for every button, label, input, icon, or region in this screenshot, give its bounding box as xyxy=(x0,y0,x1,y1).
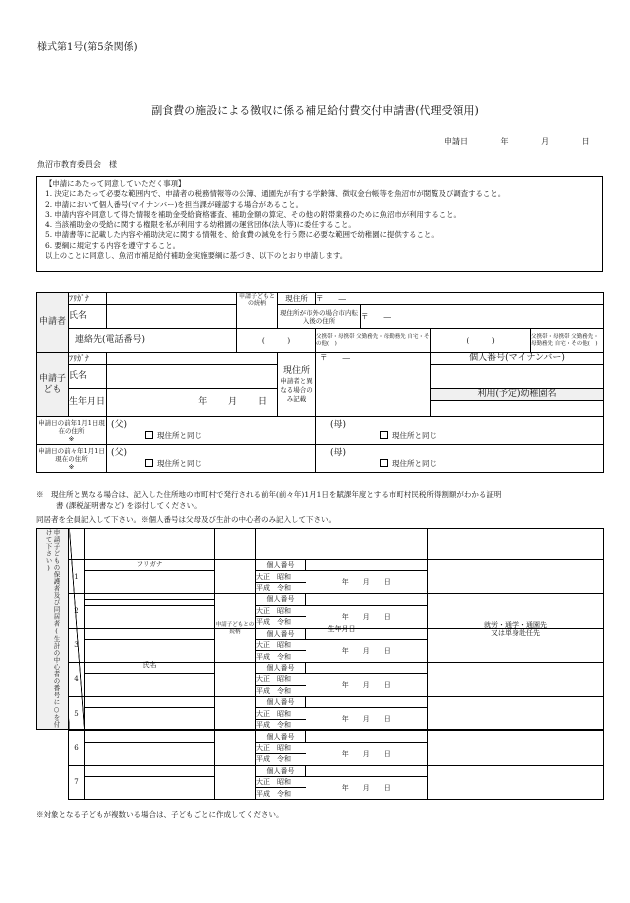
member-mynumber-label: 個人番号 xyxy=(256,697,306,708)
member-mynumber-label: 個人番号 xyxy=(256,662,306,673)
birth-day: 日 xyxy=(257,397,267,407)
member-relation-field[interactable] xyxy=(215,697,256,731)
prev2-father-field[interactable] xyxy=(107,445,316,473)
contact-kind-1[interactable]: 父携帯・母携帯 父勤務先・母勤務先 自宅・その他( ) xyxy=(316,329,431,353)
member-era-top[interactable]: 大正 昭和 xyxy=(256,777,306,788)
child-birth-field[interactable] xyxy=(107,389,278,417)
relation-header: 申請子どもとの続柄 xyxy=(215,529,256,730)
date-label: 申請日 xyxy=(444,137,468,146)
member-era-bottom[interactable]: 平成 令和 xyxy=(256,617,306,628)
notice-item: 4. 当該補助金の受給に関する権限を私が利用する幼稚園の運営団体(法人等)に委任すること。 xyxy=(45,220,356,230)
applicant-furigana-label: ﾌﾘｶﾞﾅ xyxy=(69,293,107,305)
child-address-label xyxy=(278,353,316,417)
child-name-field[interactable] xyxy=(107,365,278,389)
child-furigana-label: ﾌﾘｶﾞﾅ xyxy=(69,353,107,365)
member-mynumber-field[interactable] xyxy=(306,628,428,639)
moved-in-label: 現住所が市外の場合市内転入後の住所 xyxy=(278,305,361,329)
member-name-field[interactable] xyxy=(85,742,215,765)
member-birth-ymd[interactable]: 年 月 日 xyxy=(306,571,428,594)
member-name-field[interactable] xyxy=(85,708,215,731)
recipient: 魚沼市教育委員会 様 xyxy=(37,160,117,169)
notice-item: 1. 決定にあたって必要な範囲内で、申請者の税務情報等の公簿、通園先が有する学齢簿、徴収金台帳等を魚沼市が閲覧及び調査すること。 xyxy=(45,189,506,199)
member-name-field[interactable] xyxy=(85,605,215,628)
notice-heading: 【申請にあたって同意していただく事項】 xyxy=(45,179,186,188)
member-mynumber-label: 個人番号 xyxy=(256,560,306,571)
child-address-field[interactable]: 〒 ― xyxy=(316,353,431,417)
contact-label: 連絡先(電話番号) xyxy=(69,329,237,353)
phone1-field[interactable]: ( ) xyxy=(237,329,316,353)
household-row-number[interactable]: 1 xyxy=(69,560,85,594)
member-birth-ymd[interactable]: 年 月 日 xyxy=(306,777,428,800)
member-work-field[interactable] xyxy=(428,662,604,696)
relation-label: 申請子どもとの続柄 xyxy=(237,293,278,329)
contact-kind-2[interactable]: 父携帯・母携帯 父勤務先・母勤務先 自宅・その他( ) xyxy=(531,329,604,353)
father-label: (父) xyxy=(111,448,128,458)
member-name-field[interactable] xyxy=(85,777,215,800)
same-label: 現住所と同じ xyxy=(157,459,202,468)
birth-month: 月 xyxy=(228,397,238,407)
prev2-mother-field[interactable] xyxy=(316,445,604,473)
kindergarten-label: 利用(予定)幼稚園名 xyxy=(431,389,603,401)
prev-father-field[interactable] xyxy=(107,417,316,445)
household-side-label: 申請子どもの保護者及び同居者(生計の中心者の番号に○を付けて下さい) xyxy=(44,529,61,728)
member-name-field[interactable] xyxy=(85,571,215,594)
father-label: (父) xyxy=(111,420,128,430)
household-row-number[interactable]: 5 xyxy=(69,697,85,731)
mother-label: (母) xyxy=(330,420,347,430)
notice-item: 5. 申請書等に記載した内容や補助決定に関する情報を、給食費の減免を行う際に必要な範囲で幼稚園に提供すること。 xyxy=(45,230,439,240)
child-address-note: 申請者と異なる場合のみ記載 xyxy=(280,376,313,403)
member-furigana-field[interactable] xyxy=(85,662,215,673)
mother-label: (母) xyxy=(330,448,347,458)
member-relation-field[interactable] xyxy=(215,594,256,628)
notice-item: 3. 申請内容や同意して得た情報を補助金受給資格審査、補助金額の算定、その他の附帯業務のために魚沼市が利用すること。 xyxy=(45,209,461,219)
member-mynumber-field[interactable] xyxy=(306,697,428,708)
address-label: 現住所 xyxy=(278,293,316,305)
member-work-field[interactable] xyxy=(428,560,604,594)
member-era-top[interactable]: 大正 昭和 xyxy=(256,639,306,650)
member-mynumber-label: 個人番号 xyxy=(256,628,306,639)
member-name-field[interactable] xyxy=(85,674,215,697)
prev2-address-label xyxy=(37,445,107,473)
member-work-field[interactable] xyxy=(428,765,604,799)
household-row-number[interactable]: 3 xyxy=(69,628,85,662)
applicant-name-label: 氏名 xyxy=(69,305,107,329)
prev-address-mark: ※ xyxy=(68,434,75,443)
member-furigana-field[interactable] xyxy=(85,560,215,571)
prev2-address-mark: ※ xyxy=(68,462,75,471)
child-birth-label: 生年月日 xyxy=(69,389,107,417)
same-checkbox-father[interactable] xyxy=(145,431,202,440)
address-footnote xyxy=(36,489,501,511)
date-day: 日 xyxy=(581,137,590,146)
member-era-bottom[interactable]: 平成 令和 xyxy=(256,788,306,799)
member-era-top[interactable]: 大正 昭和 xyxy=(256,571,306,582)
same-label: 現住所と同じ xyxy=(392,459,437,468)
prev-address-text: 申請日の前年1月1日現在の住所 xyxy=(38,418,105,435)
member-era-bottom[interactable]: 平成 令和 xyxy=(256,754,306,765)
mynumber-field[interactable] xyxy=(431,365,604,389)
member-mynumber-field[interactable] xyxy=(306,731,428,742)
address-field[interactable]: 〒 ― xyxy=(316,293,604,305)
applicant-section: 申請者 xyxy=(37,293,69,353)
household-row-number[interactable]: 6 xyxy=(69,731,85,765)
member-era-bottom[interactable]: 平成 令和 xyxy=(256,651,306,662)
member-furigana-field[interactable] xyxy=(85,731,215,742)
member-era-top[interactable]: 大正 昭和 xyxy=(256,708,306,719)
kindergarten-cell[interactable] xyxy=(431,389,604,417)
member-mynumber-field[interactable] xyxy=(306,560,428,571)
member-birth-ymd[interactable]: 年 月 日 xyxy=(306,674,428,697)
member-mynumber-label: 個人番号 xyxy=(256,731,306,742)
application-date xyxy=(444,137,604,147)
household-row-number[interactable]: 4 xyxy=(69,662,85,696)
member-mynumber-label: 個人番号 xyxy=(256,594,306,605)
applicant-name-field[interactable] xyxy=(107,305,237,329)
mynumber-label: 個人番号(マイナンバー) xyxy=(431,353,604,365)
same-label: 現住所と同じ xyxy=(392,431,437,440)
member-mynumber-field[interactable] xyxy=(306,765,428,776)
child-address-title: 現住所 xyxy=(282,365,310,376)
member-work-field[interactable] xyxy=(428,628,604,662)
household-note: 同居者を全員記入して下さい。※個人番号は父母及び生計の中心者のみ記入して下さい。 xyxy=(36,515,336,524)
member-name-field[interactable] xyxy=(85,639,215,662)
birth-header: 生年月日 xyxy=(256,529,428,730)
member-relation-field[interactable] xyxy=(215,628,256,662)
member-era-top[interactable]: 大正 昭和 xyxy=(256,605,306,616)
member-furigana-field[interactable] xyxy=(85,697,215,708)
applicant-table xyxy=(36,292,604,473)
same-checkbox-mother[interactable] xyxy=(380,459,437,468)
notice-item: 2. 申請において個人番号(マイナンバー)を担当課が確認する場合があること。 xyxy=(45,199,304,209)
prev-mother-field[interactable] xyxy=(316,417,604,445)
member-mynumber-field[interactable] xyxy=(306,594,428,605)
date-month: 月 xyxy=(541,137,550,146)
same-checkbox-mother[interactable] xyxy=(380,431,437,440)
consent-notice xyxy=(36,176,603,272)
form-title: 副食費の施設による徴収に係る補足給付費交付申請書(代理受領用) xyxy=(151,104,479,117)
member-era-bottom[interactable]: 平成 令和 xyxy=(256,685,306,696)
member-birth-ymd[interactable]: 年 月 日 xyxy=(306,639,428,662)
prev2-address-text: 申請日の前々年1月1日現在の住所 xyxy=(38,446,105,463)
member-furigana-field[interactable] xyxy=(85,765,215,776)
member-work-field[interactable] xyxy=(428,594,604,628)
phone2-field[interactable]: ( ) xyxy=(431,329,531,353)
work-header-line2: 又は単身赴任先 xyxy=(491,629,540,637)
household-row-number[interactable]: 7 xyxy=(69,765,85,799)
member-era-top[interactable]: 大正 昭和 xyxy=(256,674,306,685)
notice-item: 6. 要綱に規定する内容を遵守すること。 xyxy=(45,240,181,250)
child-section: 申請子ども xyxy=(37,353,69,417)
member-birth-ymd[interactable]: 年 月 日 xyxy=(306,605,428,628)
same-checkbox-father[interactable] xyxy=(145,459,202,468)
member-relation-field[interactable] xyxy=(215,765,256,799)
member-work-field[interactable] xyxy=(428,731,604,765)
member-era-bottom[interactable]: 平成 令和 xyxy=(256,719,306,730)
applicant-furigana-field[interactable] xyxy=(107,293,237,305)
birth-year: 年 xyxy=(198,397,208,407)
child-name-label: 氏名 xyxy=(69,365,107,389)
prev-address-label xyxy=(37,417,107,445)
address-footnote-line1: ※ 現住所と異なる場合は、記入した住所地の市町村で発行される前年(前々年)1月1日を賦課年度とする市町村民税所得割額がわかる証明 xyxy=(36,490,502,499)
member-birth-ymd[interactable]: 年 月 日 xyxy=(306,708,428,731)
member-era-top[interactable]: 大正 昭和 xyxy=(256,742,306,753)
member-furigana-field[interactable] xyxy=(85,594,215,605)
child-furigana-field[interactable] xyxy=(107,353,278,365)
member-mynumber-label: 個人番号 xyxy=(256,765,306,776)
date-year: 年 xyxy=(500,137,509,146)
form-number: 様式第1号(第5条関係) xyxy=(37,42,138,53)
household-row-number[interactable]: 2 xyxy=(69,594,85,628)
name-header: 氏名 xyxy=(85,600,215,730)
work-header-line1: 就労・通学・通園先 xyxy=(484,621,547,629)
member-work-field[interactable] xyxy=(428,697,604,731)
moved-in-field[interactable]: 〒 ― xyxy=(361,305,604,329)
household-side xyxy=(37,529,69,730)
address-footnote-line2: 書 (課税証明書など) を添付してください。 xyxy=(56,501,202,510)
notice-closing: 以上のことに同意し、魚沼市補足給付補助金実施要綱に基づき、以下のとおり申請します。 xyxy=(45,251,348,261)
member-mynumber-field[interactable] xyxy=(306,662,428,673)
same-label: 現住所と同じ xyxy=(157,431,202,440)
member-relation-field[interactable] xyxy=(215,662,256,696)
member-furigana-field[interactable] xyxy=(85,628,215,639)
furigana-header: フリガナ xyxy=(85,529,215,600)
multiple-children-note: ※対象となる子どもが複数いる場合は、子どもごとに作成してください。 xyxy=(36,810,284,819)
member-relation-field[interactable] xyxy=(215,560,256,594)
household-rows xyxy=(68,559,603,800)
member-birth-ymd[interactable]: 年 月 日 xyxy=(306,742,428,765)
member-era-bottom[interactable]: 平成 令和 xyxy=(256,582,306,593)
member-relation-field[interactable] xyxy=(215,731,256,765)
